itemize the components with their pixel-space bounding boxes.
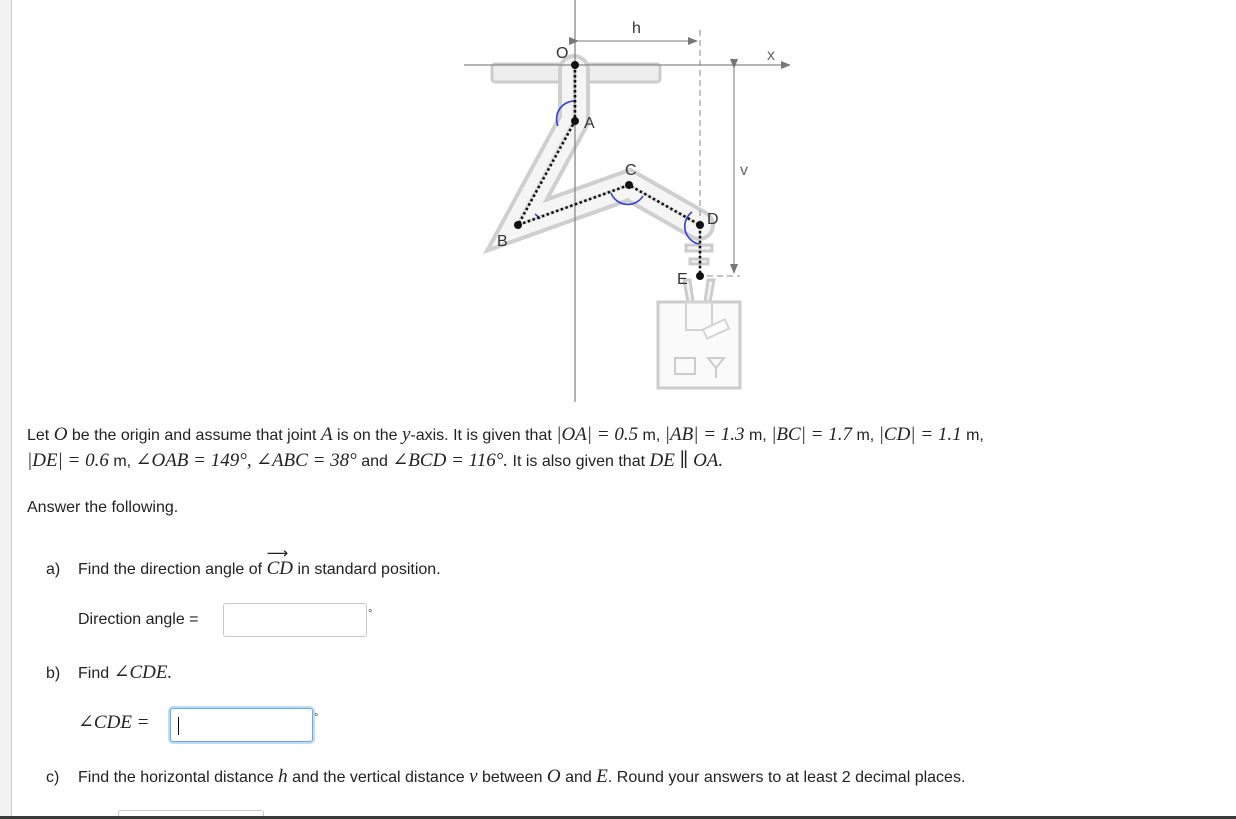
problem-statement-line-1: Let O be the origin and assume that joint A is on the y-axis. It is given that |OA| = 0.5 m, |AB| = 1.3 m, |BC| = 1.7 m, |CD| = 1.1 m, — [27, 424, 984, 445]
direction-angle-label: Direction angle = — [78, 611, 199, 628]
label-c: C — [625, 162, 637, 179]
answer-heading: Answer the following. — [27, 499, 179, 516]
joint-d — [696, 221, 704, 229]
label-o: O — [556, 45, 569, 62]
left-margin-strip — [0, 0, 12, 819]
problem-statement-line-2: |DE| = 0.6 m, ∠OAB = 149°, ∠ABC = 38° and ∠BCD = 116°. It is also given that DE ∥ OA. — [27, 450, 724, 471]
label-v: v — [740, 162, 748, 179]
degree-symbol: ° — [314, 712, 319, 724]
vector-cd: ⟶ CD — [266, 545, 293, 579]
label-h: h — [632, 20, 641, 37]
label-d: D — [707, 211, 719, 228]
text-cursor — [178, 717, 179, 735]
degree-symbol: ° — [368, 608, 373, 620]
part-c-question: c) Find the horizontal distance h and the vertical distance v between O and E. Round your answers to at least 2 decimal places. — [46, 766, 966, 787]
direction-angle-input[interactable] — [223, 603, 367, 637]
part-a-question: a) Find the direction angle of ⟶ CD in standard position. — [46, 556, 441, 583]
part-b-question: b) Find ∠CDE. — [46, 662, 173, 683]
joint-c — [625, 181, 633, 189]
angle-cde-input[interactable] — [170, 708, 313, 742]
arm-silhouette — [517, 70, 699, 225]
robot-arm-diagram — [464, 0, 790, 402]
question-panel — [12, 0, 1236, 816]
joint-e — [696, 272, 704, 280]
label-x: x — [767, 47, 775, 64]
package-box — [658, 302, 740, 388]
label-a: A — [584, 115, 595, 132]
robot-arm-figure — [464, 0, 790, 402]
joint-a — [571, 117, 579, 125]
angle-cde-label: ∠CDE = — [78, 712, 150, 733]
joint-b — [514, 221, 522, 229]
joint-o — [571, 61, 579, 69]
label-b: B — [497, 233, 508, 250]
label-e: E — [677, 271, 688, 288]
